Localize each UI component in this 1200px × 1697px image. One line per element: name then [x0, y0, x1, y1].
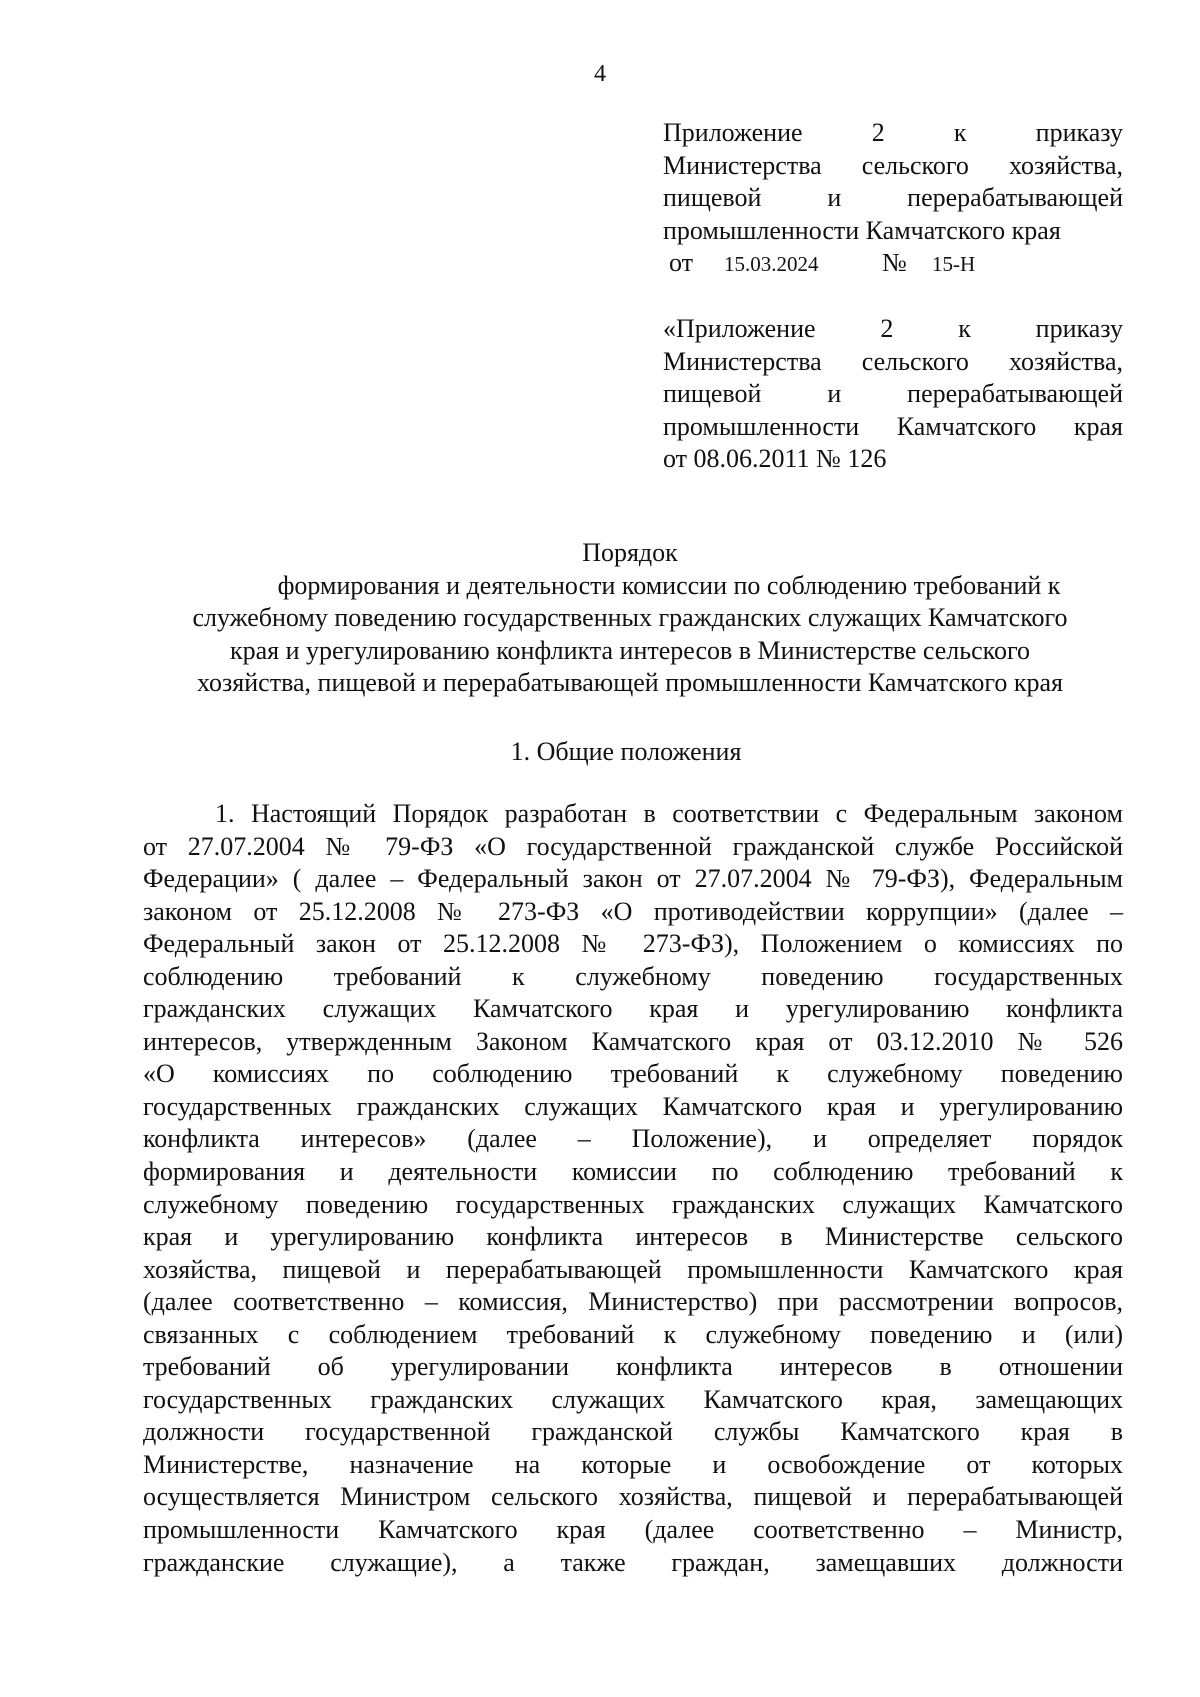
order-date: 15.03.2024	[724, 252, 819, 277]
body-line: гражданских служащих Камчатского края и урегулированию конфликта	[143, 994, 1123, 1024]
section-heading: 1. Общие положения	[510, 737, 742, 766]
appendix-line: пищевой и перерабатывающей	[663, 379, 1123, 409]
body-line: осуществляется Министром сельского хозяйства, пищевой и перерабатывающей	[143, 1482, 1123, 1512]
document-title	[120, 537, 1140, 700]
body-paragraph	[143, 798, 1123, 1579]
title-line: хозяйства, пищевой и перерабатывающей промышленности Камчатского края	[197, 668, 1063, 697]
body-line: 1. Настоящий Порядок разработан в соответствии с Федеральным законом	[215, 799, 1123, 828]
order-number: 15-Н	[932, 252, 976, 277]
body-line: государственных гражданских служащих Камчатского края, замещающих	[143, 1384, 1123, 1414]
date-prefix: от	[669, 248, 694, 278]
body-line: служебному поведению государственных гражданских служащих Камчатского	[143, 1189, 1123, 1219]
appendix-line: Приложение 2 к приказу	[663, 118, 1123, 147]
body-line: от 27.07.2004 № 79-ФЗ «О государственной гражданской службе Российской	[143, 831, 1123, 861]
body-line: (далее соответственно – комиссия, Министерство) при рассмотрении вопросов,	[143, 1287, 1123, 1317]
body-line: должности государственной гражданской службы Камчатского края в	[143, 1417, 1123, 1447]
body-line: государственных гражданских служащих Камчатского края и урегулированию	[143, 1091, 1123, 1121]
appendix-line: Министерства сельского хозяйства,	[663, 346, 1123, 376]
number-sign: №	[882, 248, 907, 278]
body-line: связанных с соблюдением требований к служебному поведению и (или)	[143, 1319, 1123, 1349]
body-line: требований об урегулировании конфликта интересов в отношении	[143, 1352, 1123, 1382]
page-number: 4	[594, 61, 606, 87]
appendix-line: от 08.06.2011 № 126	[663, 444, 887, 474]
body-line: формирования и деятельности комиссии по соблюдению требований к	[143, 1157, 1123, 1187]
appendix-line: «Приложение 2 к приказу	[663, 314, 1123, 343]
title-line: служебному поведению государственных гражданских служащих Камчатского	[192, 603, 1068, 632]
appendix-current-block	[663, 117, 1123, 281]
body-line: интересов, утвержденным Законом Камчатского края от 03.12.2010 № 526	[143, 1026, 1123, 1056]
appendix-line: Министерства сельского хозяйства,	[663, 150, 1123, 180]
body-line: промышленности Камчатского края (далее соответственно – Министр,	[143, 1515, 1123, 1545]
order-date-number-line	[663, 247, 1123, 281]
body-line: Федерации» ( далее – Федеральный закон от 27.07.2004 № 79-ФЗ), Федеральным	[143, 864, 1123, 894]
appendix-line: пищевой и перерабатывающей	[663, 183, 1123, 213]
title-line: Порядок	[582, 538, 678, 567]
body-line: конфликта интересов» (далее – Положение), и определяет порядок	[143, 1124, 1123, 1154]
body-line: законом от 25.12.2008 № 273-ФЗ «О противодействии коррупции» (далее –	[143, 896, 1123, 926]
body-line: гражданские служащие), а также граждан, замещавших должности	[143, 1547, 1123, 1577]
appendix-line: промышленности Камчатского края	[663, 215, 1061, 245]
appendix-original-block	[663, 313, 1123, 476]
body-line: Министерстве, назначение на которые и освобождение от которых	[143, 1449, 1123, 1479]
body-line: «О комиссиях по соблюдению требований к служебному поведению	[143, 1059, 1123, 1089]
body-line: соблюдению требований к служебному поведению государственных	[143, 961, 1123, 991]
body-line: хозяйства, пищевой и перерабатывающей промышленности Камчатского края	[143, 1254, 1123, 1284]
body-line: Федеральный закон от 25.12.2008 № 273-ФЗ), Положением о комиссиях по	[143, 929, 1123, 959]
body-line: края и урегулированию конфликта интересов в Министерстве сельского	[143, 1222, 1123, 1252]
title-line: формирования и деятельности комиссии по соблюдению требований к	[277, 570, 1061, 600]
title-line: края и урегулированию конфликта интересов в Министерстве сельского	[229, 635, 1031, 665]
appendix-line: промышленности Камчатского края	[663, 411, 1123, 441]
